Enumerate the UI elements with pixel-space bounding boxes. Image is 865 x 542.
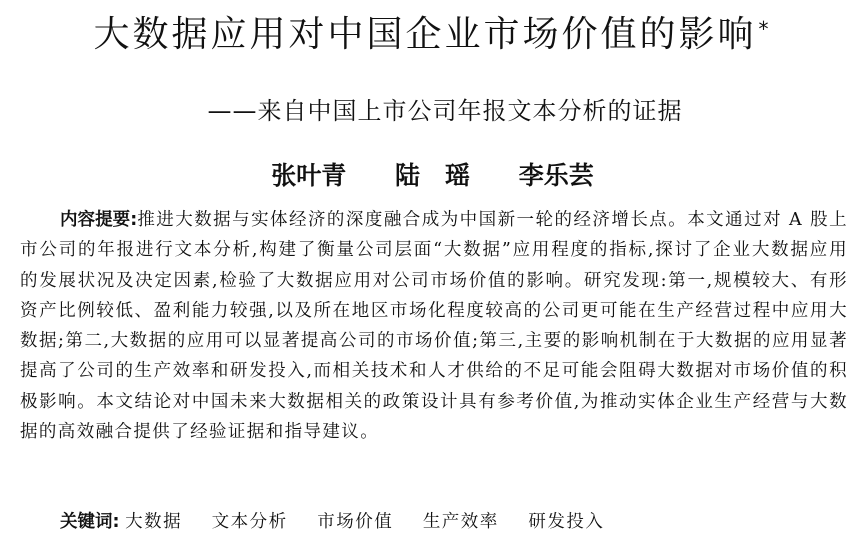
keyword: 文本分析	[211, 512, 288, 532]
keyword: 生产效率	[422, 512, 499, 532]
title-footnote-mark: *	[758, 17, 772, 41]
author-name: 张叶青	[271, 161, 347, 190]
author-name: 陆 瑶	[394, 161, 470, 190]
keywords-label: 关键词:	[60, 512, 120, 532]
abstract-paragraph	[20, 205, 848, 447]
author-list	[0, 158, 865, 194]
paper-subtitle: ——来自中国上市公司年报文本分析的证据	[207, 97, 683, 125]
keyword: 大数据	[125, 512, 183, 532]
paper-title	[0, 10, 865, 60]
abstract-label: 内容提要:	[60, 210, 138, 230]
keyword: 研发投入	[528, 512, 605, 532]
abstract-text: 推进大数据与实体经济的深度融合成为中国新一轮的经济增长点。本文通过对 A 股上市公司的年报进行文本分析,构建了衡量公司层面“大数据”应用程度的指标,探讨了企业大数据应用的发展状况及决定因素,检验了大数据应用对公司市场价值的影响。研究发现:第一,规模较大、有形资产比例较低、盈利能力较强,以及所在地区市场化程度较高的公司更可能在生产经营过程中应用大数据;第二,大数据的应用可以显著提高公司的市场价值;第三,主要的影响机制在于大数据的应用显著提高了公司的生产效率和研发投入,而相关技术和人才供给的不足可能会阻碍大数据对市场价值的积极影响。本文结论对中国未来大数据相关的政策设计具有参考价值,为推动实体企业生产经营与大数据的高效融合提供了经验证据和指导建议。	[20, 210, 848, 443]
keywords-line	[60, 508, 840, 536]
author-name: 李乐芸	[518, 161, 594, 190]
title-text: 大数据应用对中国企业市场价值的影响	[93, 14, 757, 55]
keyword: 市场价值	[317, 512, 394, 532]
